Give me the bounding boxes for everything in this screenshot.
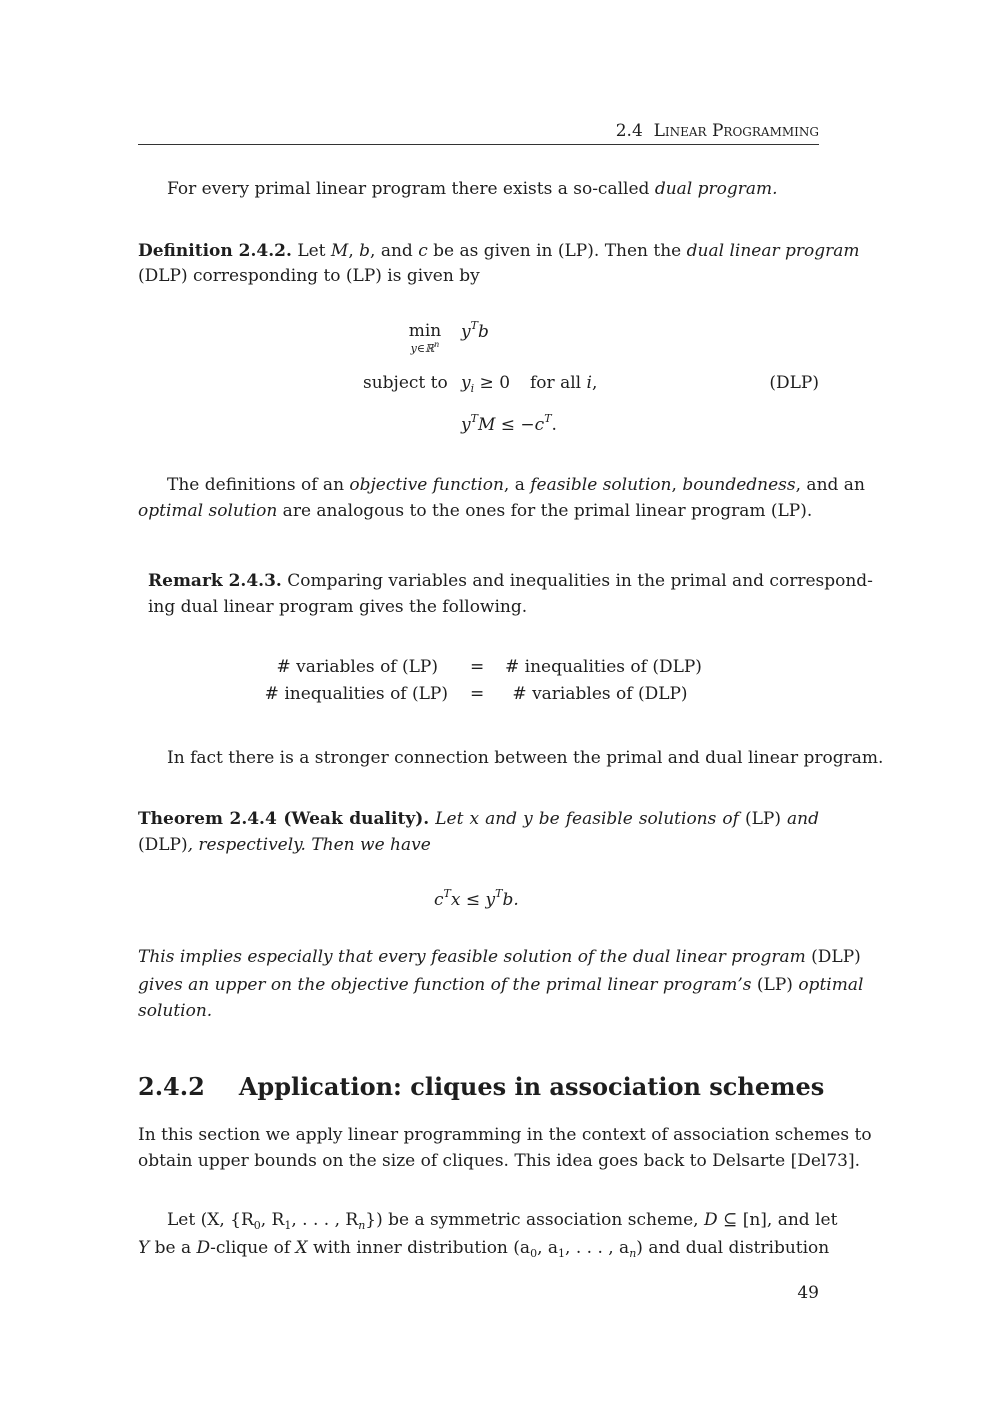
apply-line-1: In this section we apply linear programming in the context of association schemes to [138, 1125, 872, 1145]
theorem-line-2: (DLP), respectively. Then we have [138, 835, 431, 855]
remark-line-2: ing dual linear program gives the following. [148, 597, 528, 617]
dlp-objective: $y^Tb$ [461, 319, 489, 342]
min-subscript: y∈ℝ$^n$ [410, 340, 440, 355]
dlp-subject-to: subject to [363, 373, 448, 393]
theorem-label: Theorem 2.4.4 (Weak duality). [138, 809, 430, 829]
weak-duality-formula: $c^Tx \le y^Tb$. [434, 887, 519, 910]
implication-line-1: This implies especially that every feasible solution of the dual linear program (DLP) [138, 947, 861, 967]
definition-text: , [348, 241, 360, 261]
subsection-number: 2.4.2 [138, 1072, 205, 1101]
definition-term: dual linear program [686, 241, 860, 261]
definition-line-1 [138, 241, 860, 261]
header-rule [138, 144, 819, 145]
comparison-row-2-left: # inequalities of (LP) [264, 684, 448, 704]
var-b: b [359, 241, 371, 261]
dlp-constraint-2: $y^TM \le -c^T$. [461, 412, 557, 435]
dlp-equation-tag: (DLP) [769, 373, 819, 393]
definition-text: Let [297, 241, 331, 261]
page-number: 49 [797, 1283, 819, 1303]
definitions-paragraph-line-1: The definitions of an objective function, a feasible solution, boundedness, and an [167, 475, 865, 495]
var-c: c [418, 241, 428, 261]
comparison-row-1-right: # inequalities of (DLP) [505, 657, 702, 677]
min-label: min [408, 321, 442, 341]
last-paragraph-line-2: Y be a D-clique of X with inner distribution ($a_0$, $a_1$, . . . , $a_n$) and dual distribution [138, 1238, 830, 1260]
implication-line-3: solution. [138, 1001, 213, 1021]
comparison-row-1-eq: = [470, 657, 485, 677]
header-section-number: 2.4 [615, 121, 643, 141]
last-paragraph-line-1: Let (X, {$R_0$, $R_1$, . . . , $R_n$}) be a symmetric association scheme, D ⊆ [n], and let [167, 1210, 838, 1232]
comparison-row-1-left: # variables of (LP) [276, 657, 438, 677]
dlp-min-operator [400, 323, 450, 354]
comparison-row-2-right: # variables of (DLP) [512, 684, 688, 704]
theorem-line-1: Theorem 2.4.4 (Weak duality). Let x and y be feasible solutions of (LP) and [138, 809, 819, 829]
remark-line-1: Remark 2.4.3. Comparing variables and inequalities in the primal and correspond- [148, 571, 873, 591]
definition-text: , and [370, 241, 419, 261]
apply-line-2: obtain upper bounds on the size of cliques. This idea goes back to Delsarte [Del73]. [138, 1151, 860, 1171]
definition-text: be as given in (LP). Then the [427, 241, 687, 261]
subsection-heading [138, 1072, 825, 1101]
header-section-title: Linear Programming [653, 121, 819, 141]
definition-label: Definition 2.4.2. [138, 241, 292, 261]
intro-text: For every primal linear program there exists a so-called [167, 179, 655, 199]
connection-paragraph: In fact there is a stronger connection between the primal and dual linear program. [167, 748, 884, 768]
comparison-row-2-eq: = [470, 684, 485, 704]
remark-label: Remark 2.4.3. [148, 571, 282, 591]
definition-line-2: (DLP) corresponding to (LP) is given by [138, 266, 480, 286]
dlp-constraint-1: $y_i \ge 0$ for all i, [461, 373, 598, 395]
var-M: M [330, 241, 349, 261]
running-header [616, 123, 819, 140]
subsection-title: Application: cliques in association schemes [238, 1072, 825, 1101]
intro-paragraph [167, 181, 778, 198]
definitions-paragraph-line-2: optimal solution are analogous to the ones for the primal linear program (LP). [138, 501, 813, 521]
implication-line-2: gives an upper on the objective function of the primal linear program’s (LP) optimal [138, 975, 864, 995]
intro-term: dual program. [654, 179, 778, 199]
